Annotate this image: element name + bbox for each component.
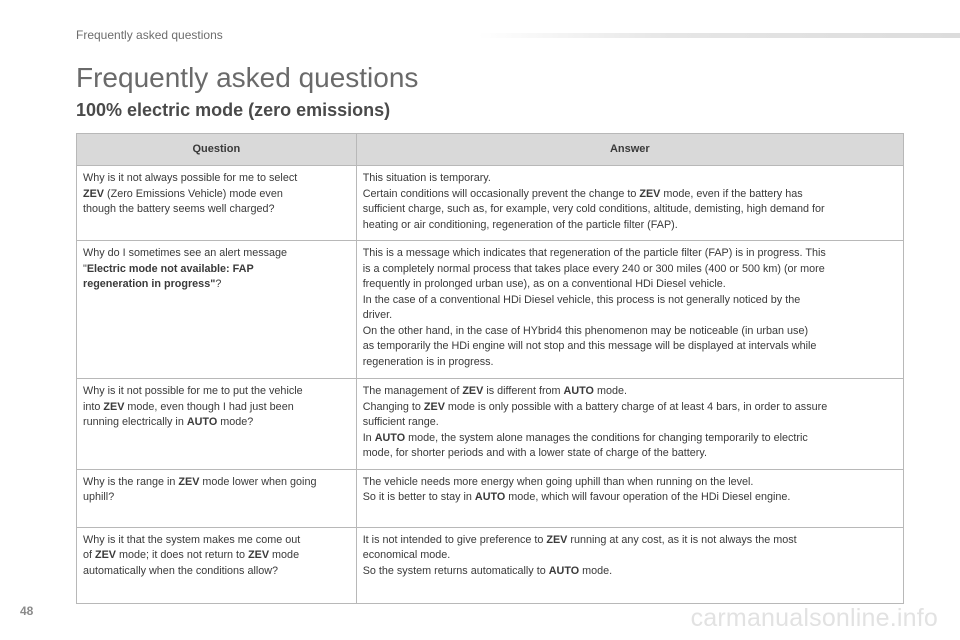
text-run: heating or air conditioning, regeneration of the particle filter (FAP). — [362, 218, 678, 231]
running-header-title: Frequently asked questions — [76, 28, 223, 42]
text-line — [83, 548, 350, 564]
bold-text-run: ZEV — [639, 187, 661, 200]
text-line — [363, 246, 897, 262]
text-run: On the other hand, in the case of HYbrid4 this phenomenon may be noticeable (in urban use) — [362, 324, 809, 337]
text-run: as temporarily the HDi engine will not stop and this message will be displayed at intervals while — [362, 340, 817, 352]
bold-text-run: Electric mode not available: FAP — [86, 262, 254, 275]
text-run: mode, which will favour operation of the HDi Diesel engine. — [505, 491, 791, 503]
text-run: mode? — [217, 416, 254, 428]
question-cell — [77, 527, 357, 603]
section-title: 100% electric mode (zero emissions) — [76, 100, 391, 120]
text-run: The management of — [362, 385, 463, 397]
question-column-header: Question — [77, 134, 357, 166]
text-line — [83, 533, 350, 549]
text-run: mode, for shorter periods and with a lower state of charge of the battery. — [362, 447, 707, 459]
text-run: mode; it does not return to — [116, 549, 249, 561]
text-run: mode — [269, 549, 300, 561]
text-run: Certain conditions will occasionally prevent the change to — [362, 187, 640, 200]
text-line — [83, 246, 350, 262]
bold-text-run: regeneration in progress" — [83, 278, 216, 290]
text-run: (Zero Emissions Vehicle) mode even — [104, 187, 283, 200]
text-line — [363, 293, 897, 309]
text-line — [363, 277, 897, 293]
text-line — [363, 533, 897, 549]
text-line — [363, 218, 897, 234]
text-run: The vehicle needs more energy when going uphill than when running on the level. — [362, 475, 754, 488]
text-run: uphill? — [83, 491, 115, 503]
text-run: This is a message which indicates that regeneration of the particle filter (FAP) is in progress. This — [362, 247, 826, 259]
bold-text-run: ZEV — [462, 385, 484, 397]
text-line — [363, 171, 897, 187]
text-run: mode. — [593, 385, 627, 397]
answer-cell — [356, 379, 903, 470]
text-run: of — [83, 549, 96, 561]
text-line — [363, 564, 897, 580]
text-run: running electrically in — [83, 416, 187, 428]
question-cell — [77, 241, 357, 379]
text-line — [363, 415, 897, 431]
text-run: is a completely normal process that takes place every 240 or 300 miles (400 or 500 km) (or more — [362, 262, 825, 275]
text-run: mode, the system alone manages the conditions for changing temporarily to electric — [405, 431, 808, 444]
text-line — [83, 262, 350, 278]
text-run: is different from — [483, 385, 564, 397]
text-run: economical mode. — [362, 549, 451, 561]
text-line — [363, 308, 897, 324]
watermark: carmanualsonline.info — [690, 604, 938, 632]
text-line — [83, 475, 350, 491]
answer-cell — [356, 166, 903, 241]
answer-cell — [356, 241, 903, 379]
question-cell — [77, 166, 357, 241]
text-line — [83, 277, 350, 293]
faq-table — [76, 133, 904, 604]
text-line — [83, 415, 350, 431]
text-line — [363, 262, 897, 278]
page-title: Frequently asked questions — [76, 62, 419, 93]
text-run: frequently in prolonged urban use), as on a conventional HDi Diesel vehicle. — [362, 278, 726, 290]
text-run: Why is it not always possible for me to select — [83, 172, 298, 184]
bold-text-run: ZEV — [83, 187, 104, 200]
bold-text-run: ZEV — [95, 549, 117, 561]
page-number: 48 — [20, 604, 34, 618]
text-line — [363, 490, 897, 506]
text-line — [83, 187, 350, 203]
text-run: mode. — [579, 564, 613, 577]
text-line — [363, 187, 897, 203]
question-cell — [77, 469, 357, 527]
text-run: " — [83, 262, 87, 275]
table-row — [77, 469, 904, 527]
text-line — [363, 339, 897, 355]
table-row — [77, 379, 904, 470]
text-line — [363, 548, 897, 564]
text-run: mode, even though I had just been — [124, 400, 294, 413]
answer-cell — [356, 527, 903, 603]
text-run: into — [83, 400, 104, 413]
text-run: Why is it not possible for me to put the vehicle — [83, 385, 303, 397]
table-row — [77, 527, 904, 603]
text-run: sufficient charge, such as, for example, very cold conditions, altitude, demisting, high demand for — [362, 203, 825, 215]
text-line — [83, 171, 350, 187]
bold-text-run: AUTO — [474, 491, 506, 503]
text-line — [363, 446, 897, 462]
question-cell — [77, 379, 357, 470]
text-line — [363, 431, 897, 447]
text-run: regeneration is in progress. — [362, 355, 494, 368]
bold-text-run: ZEV — [423, 400, 445, 413]
text-run: So the system returns automatically to — [362, 564, 549, 577]
bold-text-run: ZEV — [546, 533, 568, 546]
bold-text-run: AUTO — [563, 385, 594, 397]
text-run: automatically when the conditions allow? — [83, 564, 279, 577]
text-run: mode is only possible with a battery charge of at least 4 bars, in order to assure — [444, 400, 828, 413]
text-line — [363, 324, 897, 340]
text-run: This situation is temporary. — [362, 172, 491, 184]
header-rule — [478, 33, 960, 38]
text-run: mode, even if the battery has — [660, 187, 803, 200]
text-run: though the battery seems well charged? — [83, 203, 275, 215]
text-run: sufficient range. — [362, 416, 439, 428]
text-run: Why is the range in — [83, 475, 179, 488]
text-run: mode lower when going — [199, 475, 317, 488]
text-line — [363, 384, 897, 400]
bold-text-run: ZEV — [103, 400, 125, 413]
answer-cell — [356, 469, 903, 527]
bold-text-run: AUTO — [374, 431, 406, 444]
text-run: Why is it that the system makes me come out — [83, 533, 301, 546]
text-run: Changing to — [362, 400, 424, 413]
text-line — [363, 475, 897, 491]
text-line — [83, 490, 350, 506]
table-row — [77, 166, 904, 241]
text-run: It is not intended to give preference to — [362, 533, 547, 546]
text-run: So it is better to stay in — [362, 491, 475, 503]
text-line — [83, 564, 350, 580]
text-line — [363, 400, 897, 416]
text-run: driver. — [362, 309, 393, 321]
faq-table-header — [77, 134, 904, 166]
answer-column-header: Answer — [356, 134, 903, 166]
bold-text-run: AUTO — [548, 564, 580, 577]
text-line — [83, 384, 350, 400]
text-line — [83, 400, 350, 416]
text-run: Why do I sometimes see an alert message — [83, 247, 288, 259]
text-run: In the case of a conventional HDi Diesel vehicle, this process is not generally noticed by the — [362, 293, 801, 306]
text-run: In — [362, 431, 375, 444]
table-row — [77, 241, 904, 379]
text-line — [83, 202, 350, 218]
bold-text-run: AUTO — [186, 416, 218, 428]
bold-text-run: ZEV — [178, 475, 200, 488]
text-run: ? — [215, 278, 222, 290]
bold-text-run: ZEV — [248, 549, 270, 561]
text-run: running at any cost, as it is not always the most — [567, 533, 797, 546]
text-line — [363, 202, 897, 218]
text-line — [363, 355, 897, 371]
